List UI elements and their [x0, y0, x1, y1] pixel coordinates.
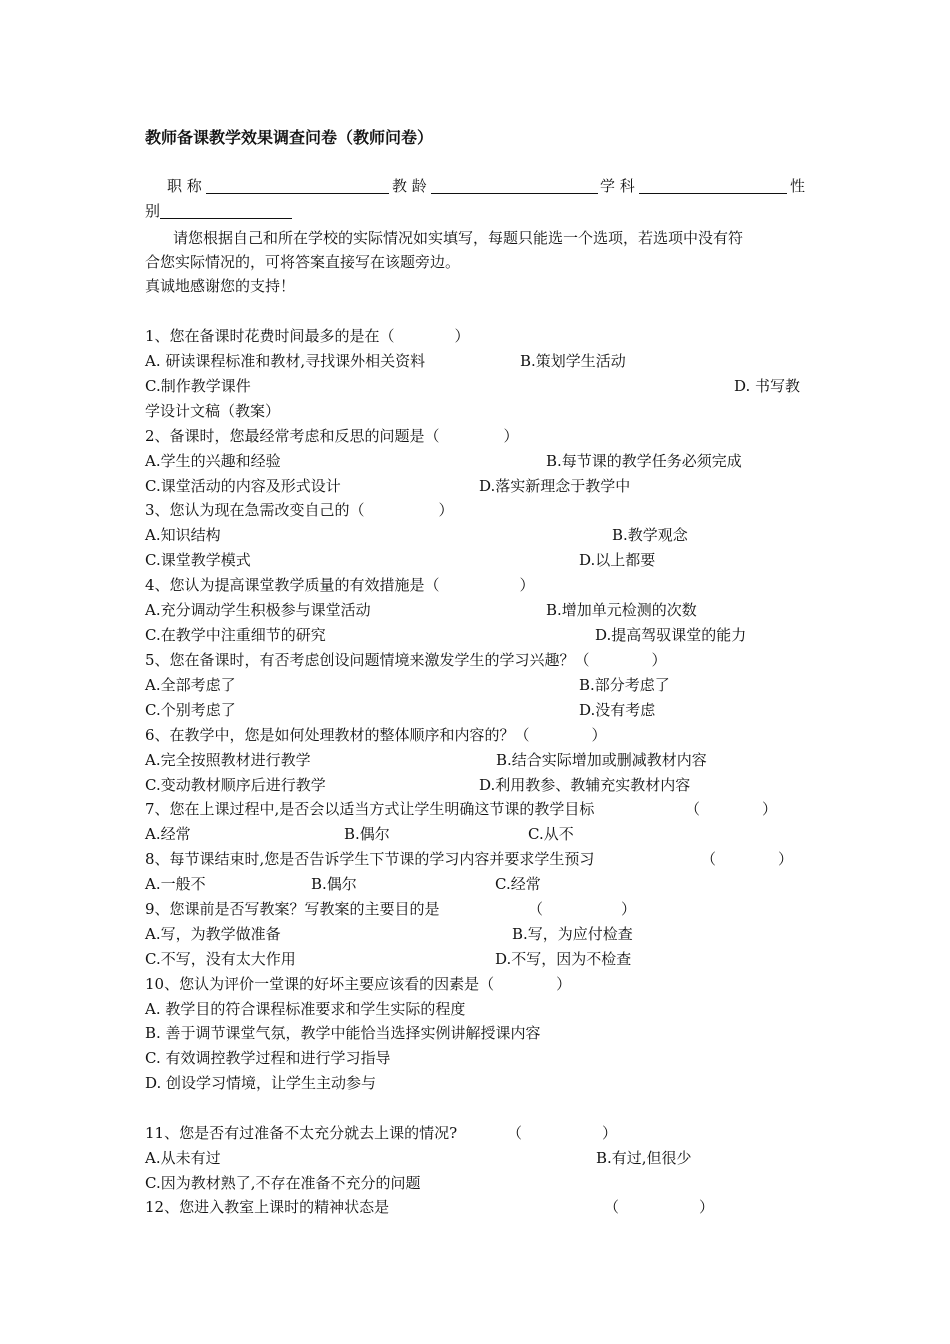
- q5-option-d: D.没有考虑: [579, 701, 656, 719]
- q4-option-c: C.在教学中注重细节的研究: [145, 626, 326, 644]
- question-2-text: 2、备课时，您最经常考虑和反思的问题是（: [145, 427, 440, 445]
- q3-option-a: A.知识结构: [145, 526, 221, 544]
- document-title: 教师备课教学效果调查问卷（教师问卷）: [145, 128, 434, 147]
- q9-option-a: A.写，为教学做准备: [145, 925, 281, 943]
- question-5-close: ）: [651, 651, 667, 669]
- q5-option-a: A.全部考虑了: [145, 676, 236, 694]
- q7-option-c: C.从不: [528, 825, 574, 843]
- label-teaching-years: 教 龄: [392, 177, 427, 195]
- question-3: [145, 500, 454, 520]
- q3-option-b: B.教学观念: [612, 526, 688, 544]
- question-5: [145, 650, 667, 670]
- subject-group: [600, 176, 787, 196]
- question-11-open: （: [507, 1124, 523, 1142]
- q1-option-d: D. 书写教: [734, 377, 801, 395]
- question-8-answer: [701, 849, 793, 869]
- q2-option-b: B.每节课的教学任务必须完成: [546, 452, 742, 470]
- q2-option-c: C.课堂活动的内容及形式设计: [145, 477, 341, 495]
- question-12-close: ）: [699, 1198, 715, 1216]
- question-7-close: ）: [762, 800, 778, 818]
- q1-option-b: B.策划学生活动: [520, 352, 626, 370]
- q9-option-d: D.不写，因为不检查: [495, 950, 632, 968]
- question-4-close: ）: [519, 576, 535, 594]
- q10-option-a: A. 教学目的符合课程标准要求和学生实际的程度: [145, 1000, 466, 1018]
- gender-group: [145, 201, 292, 221]
- question-10-text: 10、您认为评价一堂课的好坏主要应该看的因素是（: [145, 975, 495, 993]
- q11-option-b: B.有过,但很少: [596, 1149, 692, 1167]
- question-3-close: ）: [438, 501, 454, 519]
- info-line: [167, 176, 389, 196]
- q2-option-a: A.学生的兴趣和经验: [145, 452, 281, 470]
- q10-option-d: D. 创设学习情境，让学生主动参与: [145, 1074, 377, 1092]
- question-12-open: （: [604, 1198, 620, 1216]
- intro-line-1: 请您根据自己和所在学校的实际情况如实填写，每题只能选一个选项，若选项中没有符: [173, 229, 744, 247]
- question-8-open: （: [701, 850, 717, 868]
- teaching-years-group: [392, 176, 598, 196]
- question-11-answer: [507, 1123, 617, 1143]
- label-subject: 学 科: [600, 177, 635, 195]
- question-7-open: （: [685, 800, 701, 818]
- question-10-close: ）: [556, 975, 572, 993]
- question-1: [145, 326, 470, 346]
- intro-line-2: 合您实际情况的，可将答案直接写在该题旁边。: [145, 253, 461, 271]
- q4-option-d: D.提高驾驭课堂的能力: [595, 626, 747, 644]
- q2-option-d: D.落实新理念于教学中: [479, 477, 631, 495]
- q6-option-a: A.完全按照教材进行教学: [145, 751, 311, 769]
- q5-option-c: C.个别考虑了: [145, 701, 236, 719]
- q9-option-b: B.写，为应付检查: [512, 925, 633, 943]
- label-gender-2: 别: [145, 202, 161, 220]
- question-9-answer: [528, 899, 636, 919]
- gender-blank[interactable]: [160, 202, 292, 219]
- q5-option-b: B.部分考虑了: [579, 676, 670, 694]
- q11-option-c: C.因为教材熟了,不存在准备不充分的问题: [145, 1174, 421, 1192]
- q7-option-b: B.偶尔: [344, 825, 390, 843]
- q4-option-a: A.充分调动学生积极参与课堂活动: [145, 601, 371, 619]
- q6-option-b: B.结合实际增加或删减教材内容: [496, 751, 707, 769]
- question-8-close: ）: [778, 850, 794, 868]
- q9-option-c: C.不写，没有太大作用: [145, 950, 296, 968]
- label-gender-1: 性: [790, 177, 806, 195]
- title-rank-blank[interactable]: [206, 177, 389, 194]
- question-9-text: 9、您课前是否写教案？写教案的主要目的是: [145, 900, 440, 918]
- question-2: [145, 426, 519, 446]
- question-9-close: ）: [621, 900, 637, 918]
- q3-option-d: D.以上都要: [579, 551, 656, 569]
- q4-option-b: B.增加单元检测的次数: [546, 601, 697, 619]
- q8-option-c: C.经常: [495, 875, 541, 893]
- question-3-text: 3、您认为现在急需改变自己的（: [145, 501, 365, 519]
- q8-option-a: A.一般不: [145, 875, 206, 893]
- question-11-text: 11、您是否有过准备不太充分就去上课的情况?: [145, 1124, 458, 1142]
- q10-option-c: C. 有效调控教学过程和进行学习指导: [145, 1049, 391, 1067]
- question-4-text: 4、您认为提高课堂教学质量的有效措施是（: [145, 576, 440, 594]
- question-6: [145, 725, 607, 745]
- question-1-close: ）: [454, 327, 470, 345]
- question-8-text: 8、每节课结束时,您是否告诉学生下节课的学习内容并要求学生预习: [145, 850, 595, 868]
- q11-option-a: A.从未有过: [145, 1149, 221, 1167]
- question-7-text: 7、您在上课过程中,是否会以适当方式让学生明确这节课的教学目标: [145, 800, 595, 818]
- q8-option-b: B.偶尔: [311, 875, 357, 893]
- question-11-close: ）: [602, 1124, 618, 1142]
- q10-option-b: B. 善于调节课堂气氛，教学中能恰当选择实例讲解授课内容: [145, 1024, 541, 1042]
- question-12-text: 12、您进入教室上课时的精神状态是: [145, 1198, 390, 1216]
- q1-option-a: A. 研读课程标准和教材,寻找课外相关资料: [145, 352, 426, 370]
- question-9-open: （: [528, 900, 544, 918]
- q7-option-a: A.经常: [145, 825, 191, 843]
- question-10: [145, 974, 571, 994]
- question-6-text: 6、在教学中，您是如何处理教材的整体顺序和内容的？（: [145, 726, 530, 744]
- question-5-text: 5、您在备课时，有否考虑创设问题情境来激发学生的学习兴趣？（: [145, 651, 590, 669]
- intro-line-3: 真诚地感谢您的支持！: [145, 277, 296, 295]
- question-1-text: 1、您在备课时花费时间最多的是在（: [145, 327, 395, 345]
- question-2-close: ）: [503, 427, 519, 445]
- question-7-answer: [685, 799, 777, 819]
- teaching-years-blank[interactable]: [431, 177, 598, 194]
- q6-option-c: C.变动教材顺序后进行教学: [145, 776, 326, 794]
- subject-blank[interactable]: [639, 177, 787, 194]
- question-12-answer: [604, 1197, 714, 1217]
- label-title-rank: 职 称: [167, 177, 202, 195]
- q3-option-c: C.课堂教学模式: [145, 551, 251, 569]
- question-6-close: ）: [591, 726, 607, 744]
- q1-option-c: C.制作教学课件: [145, 377, 251, 395]
- q6-option-d: D.利用教参、教辅充实教材内容: [479, 776, 691, 794]
- q1-option-d-cont: 学设计文稿（教案）: [145, 402, 281, 420]
- question-4: [145, 575, 535, 595]
